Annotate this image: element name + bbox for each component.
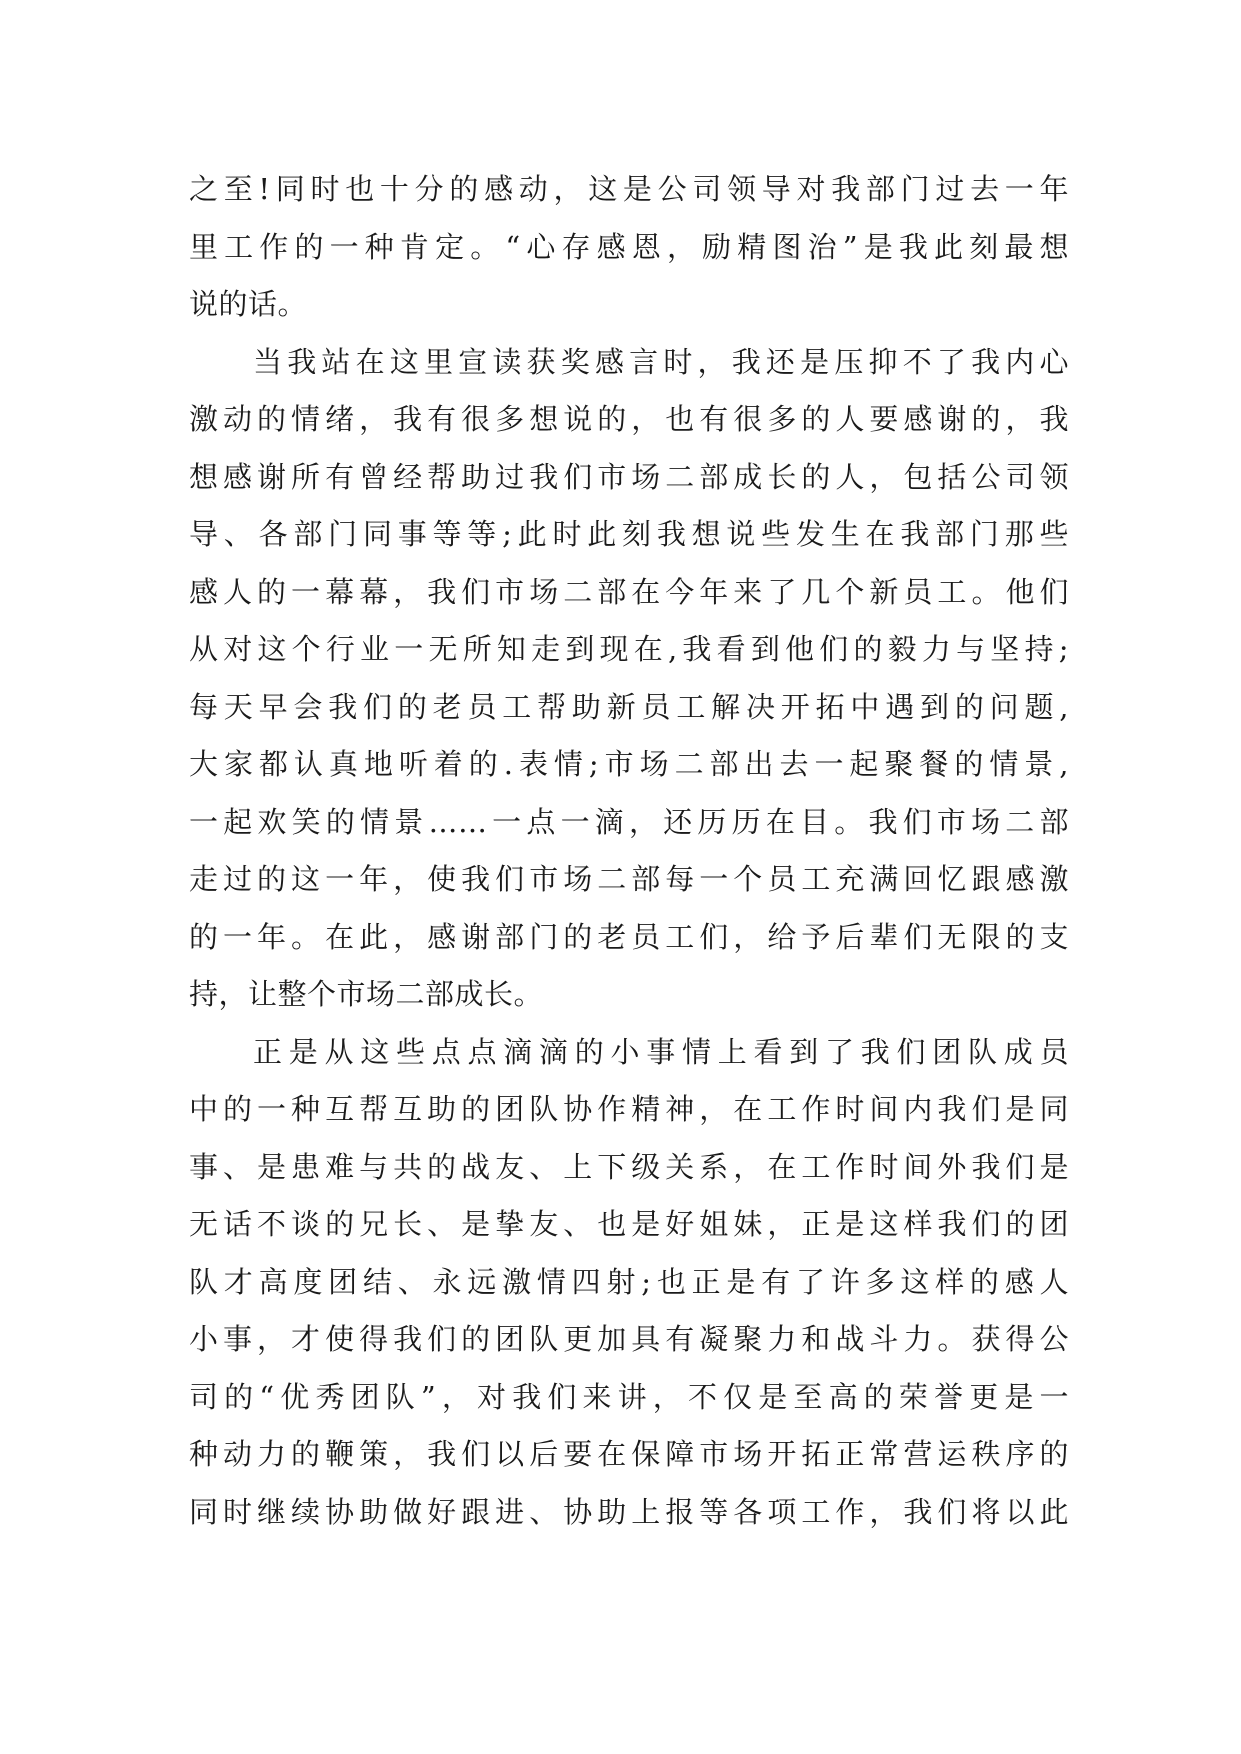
- text-line: 持，让整个市场二部成长。: [189, 977, 544, 1011]
- text-line: 导、各部门同事等等;此时此刻我想说些发生在我部门那些: [189, 517, 1069, 551]
- text-line: 一起欢笑的情景……一点一滴，还历历在目。我们市场二部: [189, 804, 1069, 839]
- text-line: 走过的这一年，使我们市场二部每一个员工充满回忆跟感激: [189, 862, 1069, 896]
- text-line: 小事，才使得我们的团队更加具有凝聚力和战斗力。获得公: [189, 1322, 1069, 1356]
- text-line: 的一年。在此，感谢部门的老员工们，给予后辈们无限的支: [189, 919, 1069, 954]
- paragraph-first-line: 正是从这些点点滴滴的小事情上看到了我们团队成员: [253, 1034, 1069, 1069]
- text-line: 种动力的鞭策，我们以后要在保障市场开拓正常营运秩序的: [189, 1437, 1069, 1471]
- document-body: [189, 161, 1069, 1541]
- text-line: 里工作的一种肯定。“心存感恩，励精图治”是我此刻最想: [189, 229, 1069, 264]
- text-line: 之至!同时也十分的感动，这是公司领导对我部门过去一年: [189, 172, 1069, 206]
- text-line: 想感谢所有曾经帮助过我们市场二部成长的人，包括公司领: [189, 459, 1069, 494]
- text-line: 同时继续协助做好跟进、协助上报等各项工作，我们将以此: [189, 1494, 1069, 1529]
- text-line: 激动的情绪，我有很多想说的，也有很多的人要感谢的，我: [189, 402, 1069, 436]
- text-line: 队才高度团结、永远激情四射;也正是有了许多这样的感人: [189, 1264, 1069, 1299]
- text-line: 司的“优秀团队”，对我们来讲，不仅是至高的荣誉更是一: [189, 1379, 1069, 1414]
- text-line: 大家都认真地听着的.表情;市场二部出去一起聚餐的情景,: [189, 747, 1069, 781]
- paragraph-first-line: 当我站在这里宣读获奖感言时，我还是压抑不了我内心: [253, 344, 1069, 379]
- text-line: 每天早会我们的老员工帮助新员工解决开拓中遇到的问题,: [189, 689, 1069, 724]
- text-line: 从对这个行业一无所知走到现在,我看到他们的毅力与坚持;: [189, 632, 1069, 666]
- text-line: 事、是患难与共的战友、上下级关系，在工作时间外我们是: [189, 1149, 1069, 1184]
- text-line: 中的一种互帮互助的团队协作精神，在工作时间内我们是同: [189, 1092, 1069, 1126]
- text-line: 无话不谈的兄长、是挚友、也是好姐妹，正是这样我们的团: [189, 1207, 1069, 1241]
- text-line: 感人的一幕幕，我们市场二部在今年来了几个新员工。他们: [189, 574, 1069, 609]
- text-line: 说的话。: [189, 287, 308, 321]
